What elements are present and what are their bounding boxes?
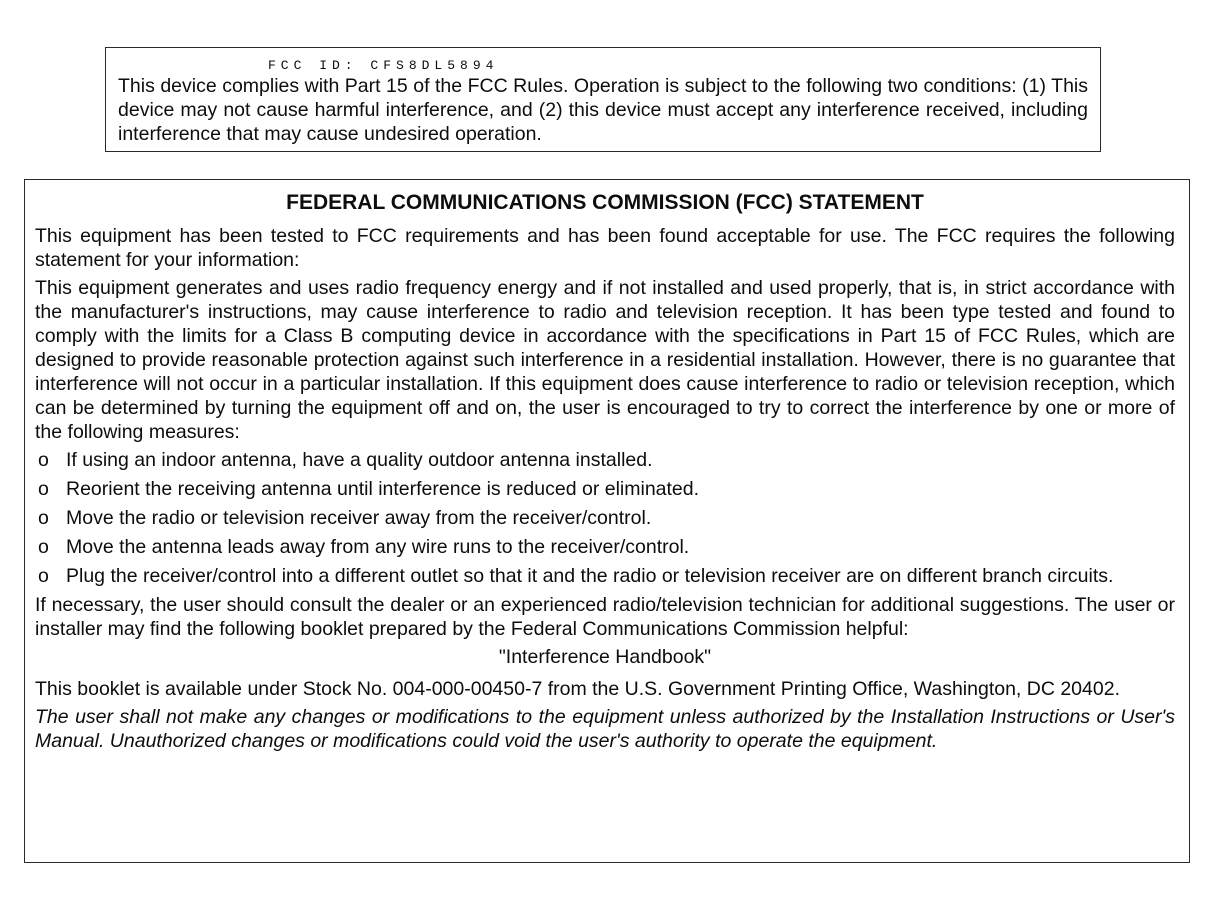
list-item — [35, 448, 1175, 472]
bullet-marker: o — [38, 507, 49, 529]
measure-text: If using an indoor antenna, have a quality outdoor antenna installed. — [66, 449, 653, 471]
measures-list — [35, 448, 1175, 588]
bullet-marker: o — [38, 449, 49, 471]
compliance-text: This device complies with Part 15 of the FCC Rules. Operation is subject to the following two conditions: (1) This device may not cause harmful interference, and (2) this device must accept any interference received, including interference that may cause undesired operation. — [118, 75, 1088, 145]
measure-text: Move the antenna leads away from any wire runs to the receiver/control. — [66, 536, 690, 558]
statement-title: FEDERAL COMMUNICATIONS COMMISSION (FCC) STATEMENT — [286, 191, 924, 214]
modification-warning: The user shall not make any changes or modifications to the equipment unless authorized by the Installation Instructions or User's Manual. Unauthorized changes or modifications could void the user's authority to operate the equipment. — [35, 706, 1175, 752]
fcc-id-label: FCC ID: CFS8DL5894 — [268, 58, 499, 73]
statement-intro: This equipment has been tested to FCC requirements and has been found acceptable for use. The FCC requires the following statement for your information: — [35, 225, 1175, 271]
list-item — [35, 477, 1175, 501]
fcc-compliance-notice — [105, 47, 1101, 152]
fcc-statement-box — [24, 179, 1190, 863]
availability-paragraph: This booklet is available under Stock No. 004-000-00450-7 from the U.S. Government Printing Office, Washington, DC 20402. — [35, 678, 1120, 700]
measure-text: Plug the receiver/control into a different outlet so that it and the radio or television receiver are on different branch circuits. — [66, 565, 1114, 587]
handbook-title: "Interference Handbook" — [498, 646, 712, 668]
bullet-marker: o — [38, 478, 49, 500]
bullet-marker: o — [38, 565, 49, 587]
consult-paragraph: If necessary, the user should consult the dealer or an experienced radio/television technician for additional suggestions. The user or installer may find the following booklet prepared by the Federal Communications Commission helpful: — [35, 594, 1175, 640]
measure-text: Reorient the receiving antenna until interference is reduced or eliminated. — [66, 478, 700, 500]
list-item — [35, 535, 1175, 559]
measure-text: Move the radio or television receiver away from the receiver/control. — [66, 507, 652, 529]
bullet-marker: o — [38, 536, 49, 558]
list-item — [35, 506, 1175, 530]
list-item — [35, 564, 1175, 588]
statement-body: This equipment generates and uses radio frequency energy and if not installed and used properly, that is, in strict accordance with the manufacturer's instructions, may cause interference to radio and television reception. It has been type tested and found to comply with the limits for a Class B computing device in accordance with the specifications in Part 15 of FCC Rules, which are designed to provide reasonable protection against such interference in a residential installation. However, there is no guarantee that interference will not occur in a particular installation. If this equipment does cause interference to radio or television reception, which can be determined by turning the equipment off and on, the user is encouraged to try to correct the interference by one or more of the following measures: — [35, 277, 1175, 443]
